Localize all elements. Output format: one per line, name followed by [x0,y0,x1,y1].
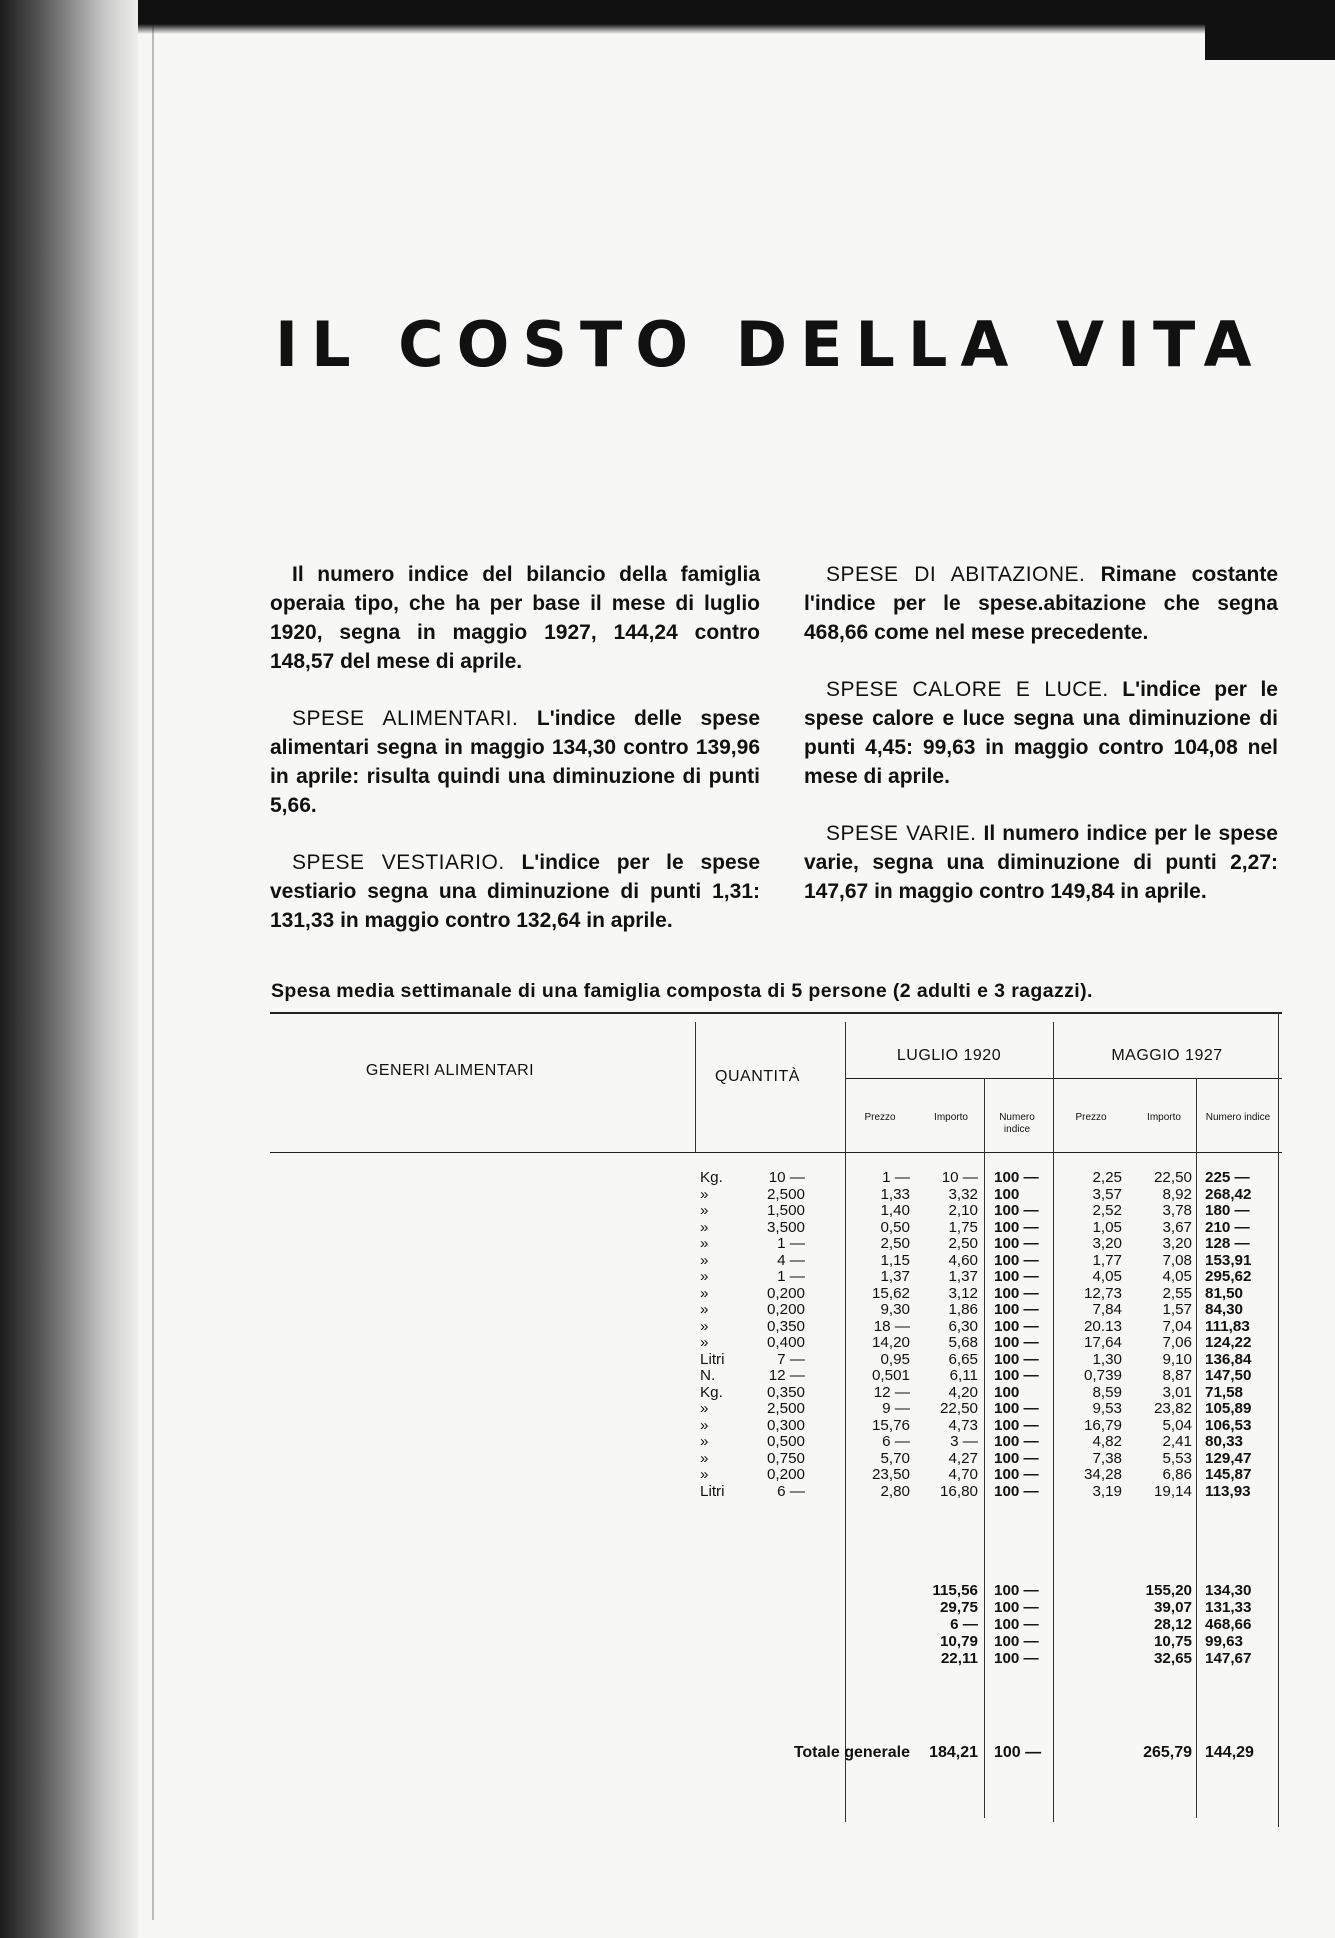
section-calore-luce: SPESE CALORE E LUCE. L'indice per le spese calore e luce segna una diminuzione di punti 4,45: 99,63 in maggio contro 104,08 nel mese di aprile. [804,678,1278,788]
subheader-importo: Importo [934,1112,968,1123]
table-row: » 1 — 1,37 1,37 100 — 4,05 4,05 295,62 [700,1268,1252,1285]
header-quantita: QUANTITÀ [715,1068,800,1085]
table-row: Kg. 0,350 12 — 4,20 100 8,59 3,01 71,58 [700,1383,1244,1401]
header-bottom-rule [270,1152,1282,1153]
cost-table [270,1012,1282,1832]
page-title: IL COSTO DELLA VITA [275,308,1265,381]
table-caption: Spesa media settimanale di una famiglia composta di 5 persone (2 adulti e 3 ragazzi). [271,980,1093,1002]
section-heading: SPESE CALORE E LUCE. [826,678,1109,701]
section-alimentari: SPESE ALIMENTARI. L'indice delle spese alimentari segna in maggio 134,30 contro 139,96 in aprile: risulta quindi una diminuzione di punti 5,66. [270,707,760,817]
table-row: Litri 6 — 2,80 16,80 100 — 3,19 19,14 113,93 [700,1482,1251,1500]
section-heading: SPESE VESTIARIO. [292,851,505,874]
total-row: 22,11 100 — 32,65 147,67 [940,1650,1252,1667]
section-vestiario: SPESE VESTIARIO. L'indice per le spese vestiario segna una diminuzione di punti 1,31: 131,33 in maggio contro 132,64 in aprile. [270,851,761,932]
table-row: Litri 7 — 0,95 6,65 100 — 1,30 9,10 136,84 [700,1350,1252,1368]
table-row: N. 12 — 0,501 6,11 100 — 0,739 8,87 147,50 [700,1367,1252,1384]
column-divider [695,1022,696,1152]
subheader-numero-indice: Numero indice [999,1112,1035,1135]
table-row: Kg. 10 — 1 — 10 — 100 — 2,25 22,50 225 — [700,1169,1250,1186]
book-binding-shadow [0,0,138,1938]
grand-total-label: Totale generale [793,1744,910,1761]
subheader-importo: Importo [1147,1112,1181,1123]
table-top-rule [270,1012,1282,1014]
subheader-prezzo: Prezzo [864,1112,896,1123]
table-row: » 3,500 0,50 1,75 100 — 1,05 3,67 210 — [700,1218,1250,1236]
header-luglio-1920: LUGLIO 1920 [896,1047,1002,1064]
grand-total-row [270,1744,1282,1764]
table-row: » 2,500 1,33 3,32 100 3,57 8,92 268,42 [700,1185,1252,1203]
table-row: » 4 — 1,15 4,60 100 — 1,77 7,08 153,91 [700,1251,1252,1269]
table-row: » 0,400 14,20 5,68 100 — 17,64 7,06 124,22 [700,1334,1252,1351]
subheader-numero-indice: Numero indice [1205,1112,1271,1123]
table-row: » 0,500 6 — 3 — 100 — 4,82 2,41 80,33 [700,1433,1244,1450]
table-body [270,1170,1282,1500]
header-generi: GENERI ALIMENTARI [365,1062,535,1079]
table-row: » 0,200 9,30 1,86 100 — 7,84 1,57 84,30 [700,1301,1244,1318]
grand-total-importo-1920: 184,21 [929,1744,978,1761]
total-row: 115,56 100 — 155,20 134,30 [932,1582,1252,1599]
totals-block [270,1582,1282,1667]
page-gutter-line [152,20,154,1920]
section-heading: SPESE DI ABITAZIONE. [826,563,1086,586]
table-row: » 0,750 5,70 4,27 100 — 7,38 5,53 129,47 [700,1449,1252,1467]
table-row: » 0,350 18 — 6,30 100 — 20.13 7,04 111,83 [700,1317,1250,1335]
table-row: » 1 — 2,50 2,50 100 — 3,20 3,20 128 — [700,1235,1250,1252]
grand-total-importo-1927: 265,79 [1143,1744,1192,1761]
text-column-right [804,560,1278,934]
table-row: » 0,200 15,62 3,12 100 — 12,73 2,55 81,50 [700,1284,1244,1302]
table-row: » 2,500 9 — 22,50 100 — 9,53 23,82 105,89 [700,1400,1252,1417]
total-row: 6 — 100 — 28,12 468,66 [950,1616,1252,1633]
table-row: » 0,200 23,50 4,70 100 — 34,28 6,86 145,87 [700,1466,1252,1483]
scan-top-edge [138,0,1335,34]
grand-total-indice-1920: 100 — [994,1744,1042,1761]
scan-corner-shadow [1205,0,1335,60]
text-column-left [270,560,760,963]
table-row: » 0,300 15,76 4,73 100 — 16,79 5,04 106,53 [700,1416,1252,1434]
section-varie: SPESE VARIE. Il numero indice per le spese varie, segna una diminuzione di punti 2,27: 147,67 in maggio contro 149,84 in aprile. [804,822,1278,903]
intro-paragraph: Il numero indice del bilancio della famiglia operaia tipo, che ha per base il mese di luglio 1920, segna in maggio 1927, 144,24 contro 148,57 del mese di aprile. [270,563,760,673]
grand-total-indice-1927: 144,29 [1205,1744,1254,1761]
section-heading: SPESE ALIMENTARI. [292,707,519,730]
header-maggio-1927: MAGGIO 1927 [1111,1047,1223,1064]
section-heading: SPESE VARIE. [826,822,977,845]
total-row: 10,79 100 — 10,75 99,63 [939,1633,1244,1650]
section-abitazione: SPESE DI ABITAZIONE. Rimane costante l'indice per le spese.abitazione che segna 468,66 come nel mese precedente. [804,563,1279,644]
total-row: 29,75 100 — 39,07 131,33 [939,1599,1252,1616]
subheader-prezzo: Prezzo [1075,1112,1107,1123]
table-row: » 1,500 1,40 2,10 100 — 2,52 3,78 180 — [700,1202,1250,1219]
header-group-rule [845,1078,1282,1079]
